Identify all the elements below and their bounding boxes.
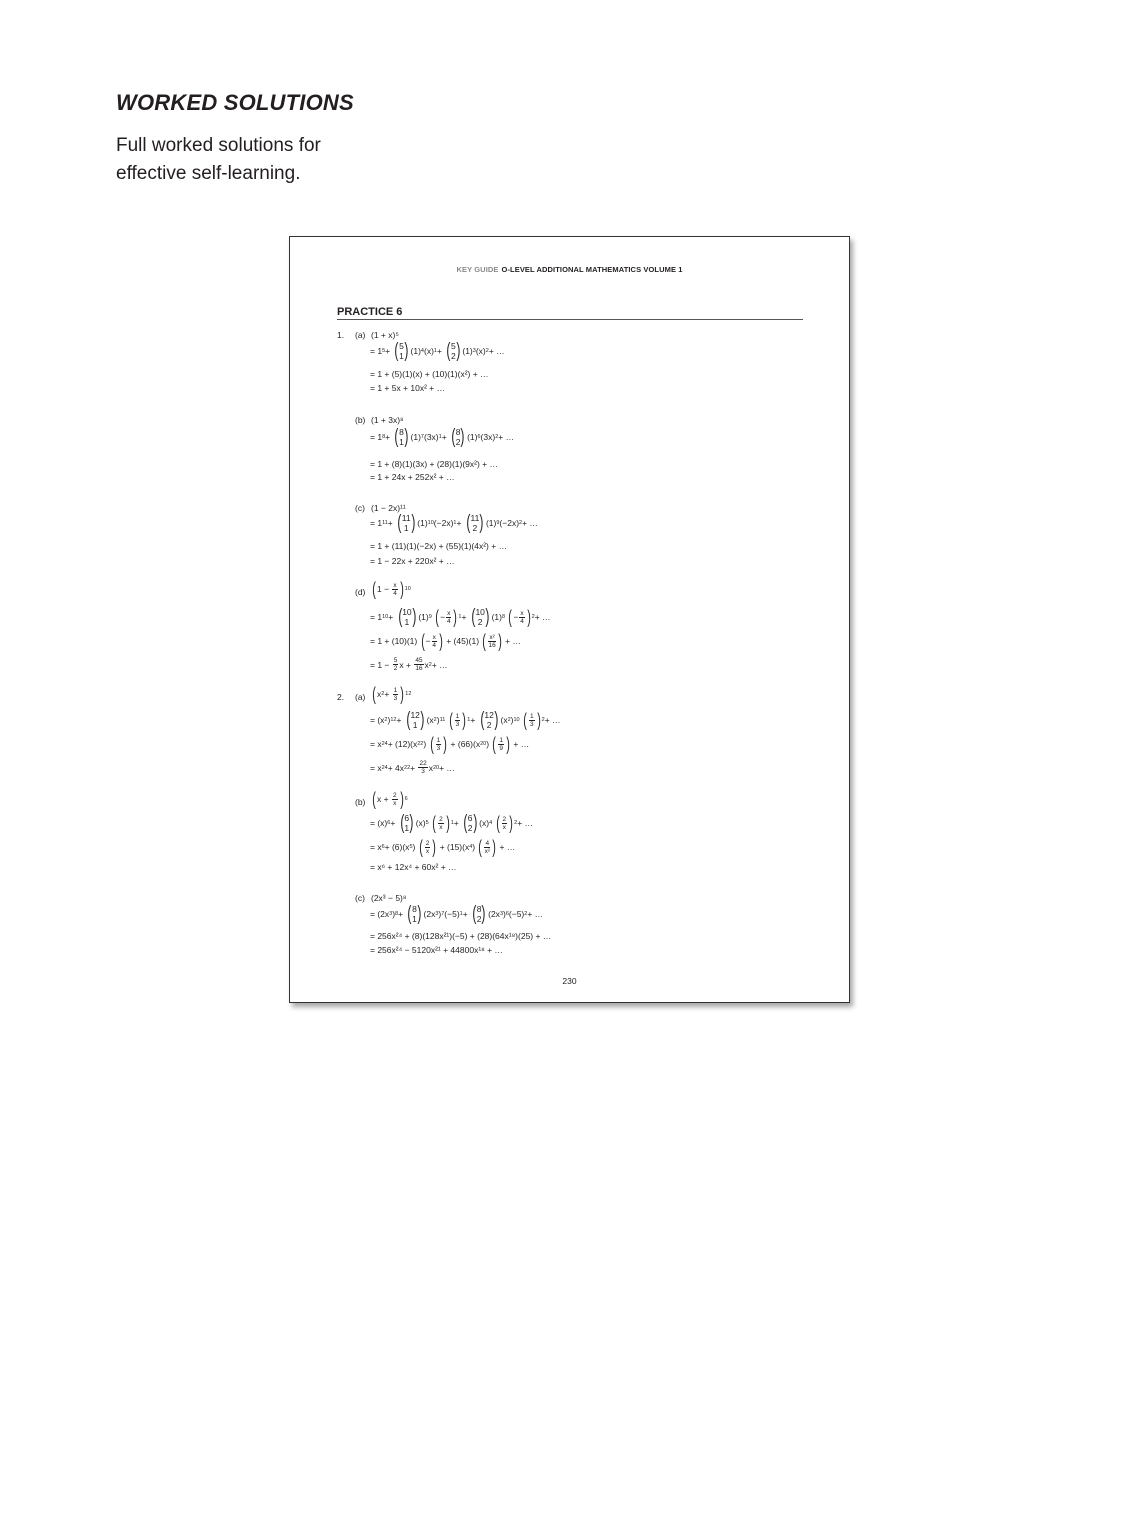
question-number: 2. xyxy=(337,692,345,702)
binomial-coefficient: ( 12 1 ) xyxy=(406,709,425,731)
part-expression-display: ( x + $\frac{2}{x}$ ) 6 xyxy=(372,789,408,809)
running-head-title: O-LEVEL ADDITIONAL MATHEMATICS VOLUME 1 xyxy=(501,265,683,274)
part-label: (c) xyxy=(355,893,365,903)
working-line: = 1 + 5x + 10x² + … xyxy=(370,383,446,393)
part-label: (d) xyxy=(355,587,366,597)
working-line: = x 6 + (6)(x 5 ) ( $\frac{2}{x}$ ) + (15)(x 4 ) ( $\frac{4}{\text{x²}}$ ) + … xyxy=(370,837,516,857)
promo-description: Full worked solutions for effective self-learning. xyxy=(116,135,321,184)
page-number: 230 xyxy=(562,976,577,986)
binomial-coefficient: ( 8 1 ) xyxy=(394,426,409,448)
part-label: (b) xyxy=(355,415,366,425)
binomial-coefficient: ( 12 2 ) xyxy=(480,709,499,731)
working-line: = x 24 + (12)(x 22 ) ( $\frac{1}{3}$ ) + (66)(x 20 ) ( $\frac{1}{9}$ ) + … xyxy=(370,734,530,754)
book-page-preview xyxy=(289,236,850,1003)
working-line: = (2x 3 ) 8 + ( 8 1 ) (2x 3 ) 7 (−5) 1 + ( 8 2 ) (2x 3 ) 6 (−5) 2 + … xyxy=(370,903,544,925)
part-expression-display: ( 1 − $\frac{x}{4}$ ) 10 xyxy=(372,579,411,599)
section-heading: PRACTICE 6 xyxy=(337,306,803,320)
part-label: (a) xyxy=(355,330,366,340)
part-expression: (2x³ − 5)⁸ xyxy=(371,893,407,903)
binomial-coefficient: ( 8 2 ) xyxy=(451,426,465,448)
working-line: = 256x²⁴ + (8)(128x²¹)(−5) + (28)(64x¹⁸)(25) + … xyxy=(370,931,552,941)
part-expression: (1 + 3x)⁸ xyxy=(371,415,404,425)
binomial-coefficient: ( 8 2 ) xyxy=(472,903,486,925)
working-line: = 1 + (11)(1)(−2x) + (55)(1)(4x²) + … xyxy=(370,541,508,551)
binomial-coefficient: ( 11 2 ) xyxy=(466,512,484,534)
part-label: (b) xyxy=(355,797,366,807)
working-line: = (x) 6 + ( 6 1 ) (x) 5 ( $\frac{2}{x}$ ) 1 + ( 6 2 ) (x) 4 ( $\frac{2}{x}$ ) 2 + … xyxy=(370,812,534,834)
binomial-coefficient: ( 6 2 ) xyxy=(463,812,477,834)
running-head-series: KEY GUIDE xyxy=(456,265,499,274)
working-line: = 1 5 + ( 5 1 ) (1) 4 (x) 1 + ( 5 2 ) (1) 3 (x) 2 + … xyxy=(370,340,505,362)
working-line: = 256x²⁴ − 5120x²¹ + 44800x¹⁸ + … xyxy=(370,945,503,955)
binomial-coefficient: ( 11 1 ) xyxy=(397,512,415,534)
working-line: = 1 + (10)(1) ( − $\frac{x}{4}$ ) + (45)(1) ( $\frac{\text{x²}}{16}$ ) + … xyxy=(370,631,521,651)
promo-title: WORKED SOLUTIONS xyxy=(116,90,354,115)
binomial-coefficient: ( 10 2 ) xyxy=(471,606,490,628)
working-line: = 1 8 + ( 8 1 ) (1) 7 (3x) 1 + ( 8 2 ) (1) 6 (3x) 2 + … xyxy=(370,426,515,448)
working-line: = x 24 + 4x 22 + $\frac{22}{3}$ x 20 + … xyxy=(370,760,455,775)
working-line: = x⁶ + 12x⁴ + 60x² + … xyxy=(370,862,457,872)
question-number: 1. xyxy=(337,330,345,340)
binomial-coefficient: ( 6 1 ) xyxy=(399,812,414,834)
working-line: = 1 11 + ( 11 1 ) (1) 10 (−2x) 1 + ( 11 2 ) (1) 9 (−2x) 2 + … xyxy=(370,512,538,534)
part-expression: (1 − 2x)¹¹ xyxy=(371,503,406,513)
binomial-coefficient: ( 8 1 ) xyxy=(407,903,422,925)
working-line: = 1 − 22x + 220x² + … xyxy=(370,556,455,566)
binomial-coefficient: ( 5 1 ) xyxy=(394,340,409,362)
part-label: (a) xyxy=(355,692,366,702)
part-label: (c) xyxy=(355,503,365,513)
part-expression-display: ( x 2 + $\frac{1}{3}$ ) 12 xyxy=(372,684,412,704)
running-head xyxy=(290,265,849,274)
binomial-coefficient: ( 5 2 ) xyxy=(446,340,461,362)
working-line: = (x 2 ) 12 + ( 12 1 ) (x 2 ) 11 ( $\frac{1}{3}$ ) 1 + ( 12 2 ) (x 2 ) 10 ( $\frac{1}{3}$ ) 2 + … xyxy=(370,709,561,731)
working-line: = 1 + (8)(1)(3x) + (28)(1)(9x²) + … xyxy=(370,459,499,469)
working-line: = 1 10 + ( 10 1 ) (1) 9 ( − $\frac{x}{4}$ ) 1 + ( 10 2 ) (1) 8 ( − $\frac{x}{4}$ ) 2 + … xyxy=(370,606,551,628)
part-expression: (1 + x)⁵ xyxy=(371,330,399,340)
working-line: = 1 − $\frac{5}{2}$ x + $\frac{45}{16}$ x 2 + … xyxy=(370,657,448,672)
working-line: = 1 + (5)(1)(x) + (10)(1)(x²) + … xyxy=(370,369,489,379)
binomial-coefficient: ( 10 1 ) xyxy=(397,606,416,628)
working-line: = 1 + 24x + 252x² + … xyxy=(370,472,455,482)
